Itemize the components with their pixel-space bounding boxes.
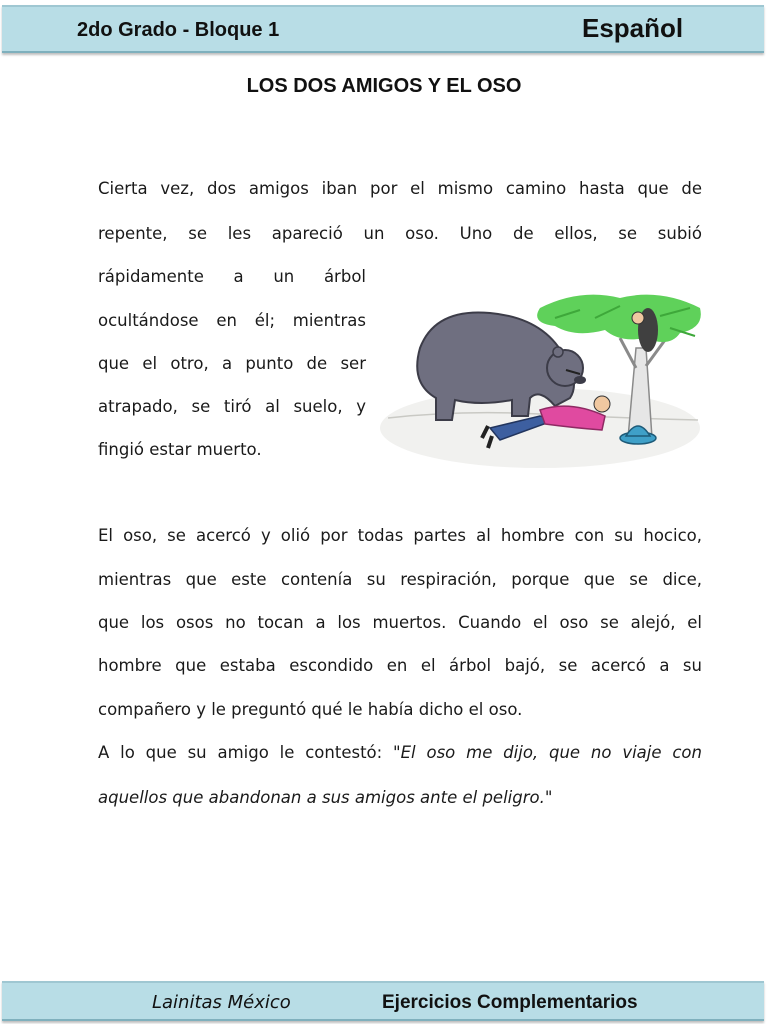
story-line: compañero y le preguntó qué le había dicho el oso. bbox=[98, 700, 523, 719]
subject-label: Español bbox=[582, 13, 684, 43]
bear-and-friends-illustration bbox=[380, 288, 710, 478]
foliage bbox=[537, 295, 701, 342]
bear-quote-start: "El oso me dijo, que no viaje con bbox=[393, 743, 702, 762]
header-banner bbox=[2, 5, 764, 53]
page-title: LOS DOS AMIGOS Y EL OSO bbox=[246, 75, 522, 97]
bear-ear bbox=[553, 347, 563, 357]
footer-series: Ejercicios Complementarios bbox=[382, 992, 638, 1013]
man-head bbox=[594, 396, 610, 412]
grade-block-label: 2do Grado - Bloque 1 bbox=[77, 19, 280, 41]
footer-banner bbox=[2, 981, 764, 1021]
answer-intro: A lo que su amigo le contestó: bbox=[98, 743, 383, 762]
story-line: que los osos no tocan a los muertos. Cuando el oso se alejó, el bbox=[98, 613, 702, 632]
story-line: rápidamente a un árbol bbox=[98, 267, 366, 286]
bear-quote-end: aquellos que abandonan a sus amigos ante el peligro." bbox=[98, 788, 553, 807]
bear-snout bbox=[574, 376, 586, 384]
footer-brand: Lainitas México bbox=[152, 992, 291, 1013]
story-line: Cierta vez, dos amigos iban por el mismo camino hasta que de bbox=[98, 179, 702, 198]
story-line: repente, se les apareció un oso. Uno de ellos, se subió bbox=[98, 224, 702, 243]
tree-man-head bbox=[632, 312, 644, 324]
story-line: atrapado, se tiró al suelo, y bbox=[98, 397, 366, 416]
story-line: fingió estar muerto. bbox=[98, 440, 262, 459]
story-line-quote-intro bbox=[98, 743, 702, 762]
story-line: mientras que este contenía su respiración, porque que se dice, bbox=[98, 570, 702, 589]
story-line: hombre que estaba escondido en el árbol bajó, se acercó a su bbox=[98, 656, 702, 675]
story-line: El oso, se acercó y olió por todas partes al hombre con su hocico, bbox=[98, 526, 702, 545]
story-line: ocultándose en él; mientras bbox=[98, 311, 366, 330]
story-line: que el otro, a punto de ser bbox=[98, 354, 366, 373]
